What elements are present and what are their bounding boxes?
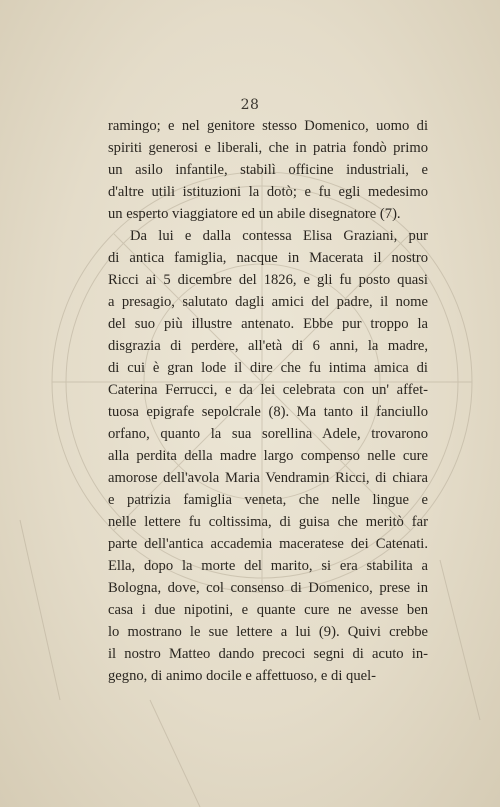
paragraph-start-line: Da lui e dalla contessa Elisa Graziani, pur	[130, 228, 428, 244]
text-line: il nostro Matteo dando precoci segni di acuto in-	[108, 646, 428, 662]
text-line: spiriti generosi e liberali, che in patria fondò primo	[108, 140, 428, 156]
text-line: parte dell'antica accademia maceratese dei Catenati.	[108, 536, 428, 552]
text-line: Ricci ai 5 dicembre del 1826, e gli fu posto quasi	[108, 272, 428, 288]
text-line: casa i due nipotini, e quante cure ne avesse ben	[108, 602, 428, 618]
body-text	[108, 115, 428, 687]
text-line: e patrizia famiglia veneta, che nelle lingue e	[108, 492, 428, 508]
text-line: amorose dell'avola Maria Vendramin Ricci, di chiara	[108, 470, 428, 486]
text-line: d'altre utili istituzioni la dotò; e fu egli medesimo	[108, 184, 428, 200]
text-line: a presagio, salutato dagli amici del padre, il nome	[108, 294, 428, 310]
text-line: alla perdita della madre largo compenso nelle cure	[108, 448, 428, 464]
text-line: Bologna, dove, col consenso di Domenico, prese in	[108, 580, 428, 596]
text-line: di antica famiglia, nacque in Macerata il nostro	[108, 250, 428, 266]
text-line: un esperto viaggiatore ed un abile disegnatore (7).	[108, 206, 401, 222]
text-line: Ella, dopo la morte del marito, si era stabilita a	[108, 558, 428, 574]
text-line: orfano, quanto la sua sorellina Adele, trovarono	[108, 426, 428, 442]
text-line: ramingo; e nel genitore stesso Domenico, uomo di	[108, 118, 428, 134]
text-line: lo mostrano le sue lettere a lui (9). Quivi crebbe	[108, 624, 428, 640]
text-line: gegno, di animo docile e affettuoso, e di quel-	[108, 668, 377, 684]
page-number: 28	[240, 97, 260, 113]
text-line: Caterina Ferrucci, e da lei celebrata con un' affet-	[108, 382, 428, 398]
text-line: disgrazia di perdere, all'età di 6 anni, la madre,	[108, 338, 428, 354]
text-line: un asilo infantile, stabilì officine industriali, e	[108, 162, 428, 178]
text-line: di cui è gran lode il dire che fu intima amica di	[108, 360, 428, 376]
text-line: nelle lettere fu coltissima, di guisa che meritò far	[108, 514, 428, 530]
text-line: del suo più illustre antenato. Ebbe pur troppo la	[108, 316, 428, 332]
text-line: tuosa epigrafe sepolcrale (8). Ma tanto il fanciullo	[108, 404, 428, 420]
